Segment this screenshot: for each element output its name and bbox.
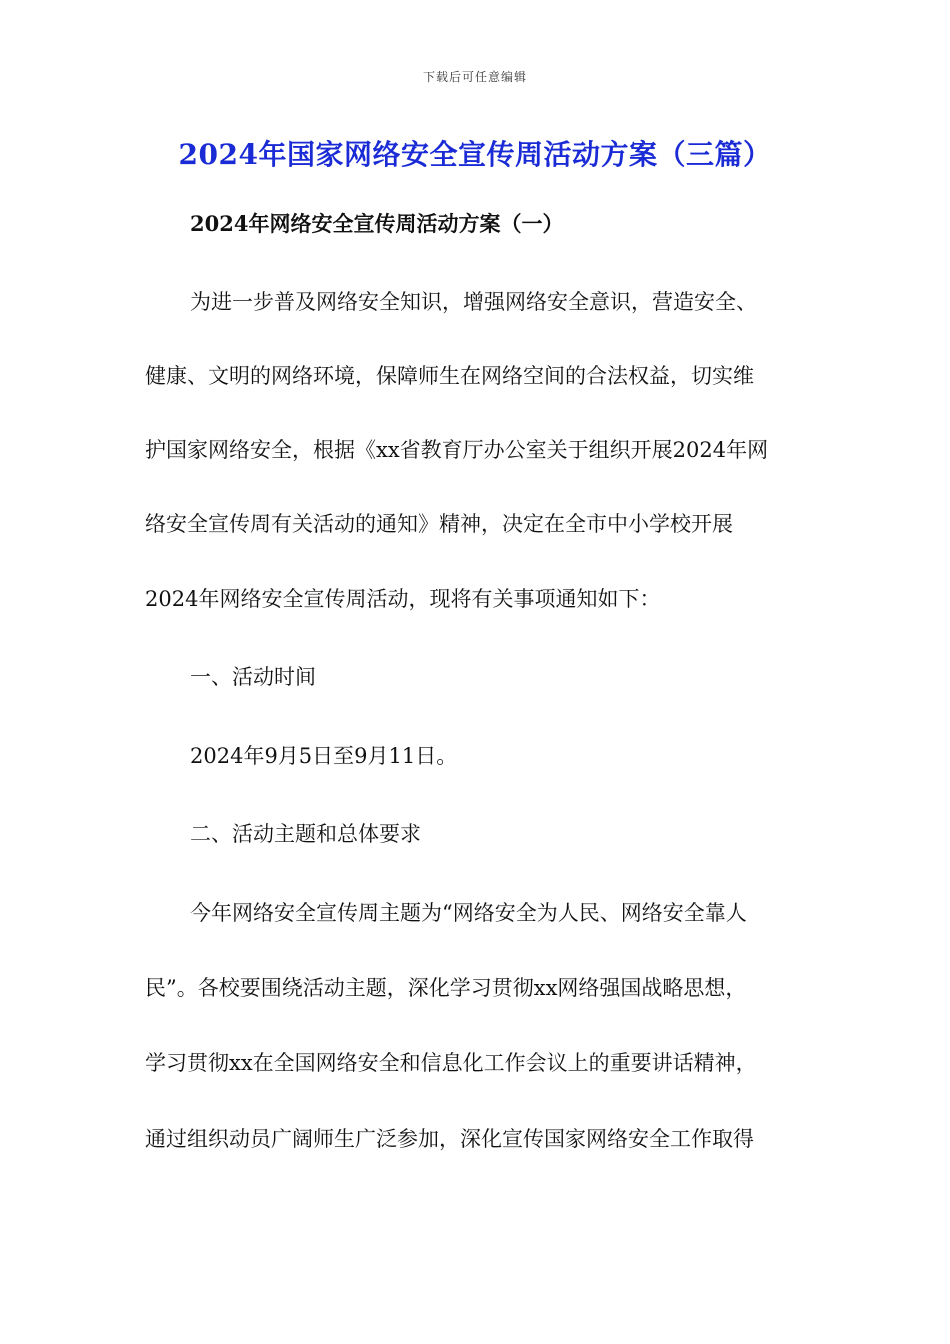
section-title: 2024年网络安全宣传周活动方案（一） xyxy=(190,211,564,236)
paragraph-line: 学习贯彻xx在全国网络安全和信息化工作会议上的重要讲话精神， xyxy=(145,1051,757,1075)
paragraph-line: 护国家网络安全，根据《xx省教育厅办公室关于组织开展2024年网 xyxy=(145,438,769,462)
paragraph-line: 络安全宣传周有关活动的通知》精神，决定在全市中小学校开展 xyxy=(145,512,733,536)
paragraph-line: 2024年网络安全宣传周活动，现将有关事项通知如下： xyxy=(145,587,661,611)
document-title: 2024年国家网络安全宣传周活动方案（三篇） xyxy=(178,138,772,171)
paragraph-line: 今年网络安全宣传周主题为“网络安全为人民、网络安全靠人 xyxy=(190,901,747,925)
paragraph-line: 为进一步普及网络安全知识，增强网络安全意识，营造安全、 xyxy=(190,290,757,314)
heading-theme-requirements: 二、活动主题和总体要求 xyxy=(190,822,421,846)
activity-date: 2024年9月5日至9月11日。 xyxy=(190,744,458,768)
heading-activity-time: 一、活动时间 xyxy=(190,665,316,689)
header-note: 下载后可任意编辑 xyxy=(422,70,527,84)
paragraph-line: 通过组织动员广阔师生广泛参加，深化宣传国家网络安全工作取得 xyxy=(145,1127,754,1151)
paragraph-line: 民”。各校要围绕活动主题，深化学习贯彻xx网络强国战略思想， xyxy=(145,976,747,1000)
paragraph-line: 健康、文明的网络环境，保障师生在网络空间的合法权益，切实维 xyxy=(145,364,754,388)
